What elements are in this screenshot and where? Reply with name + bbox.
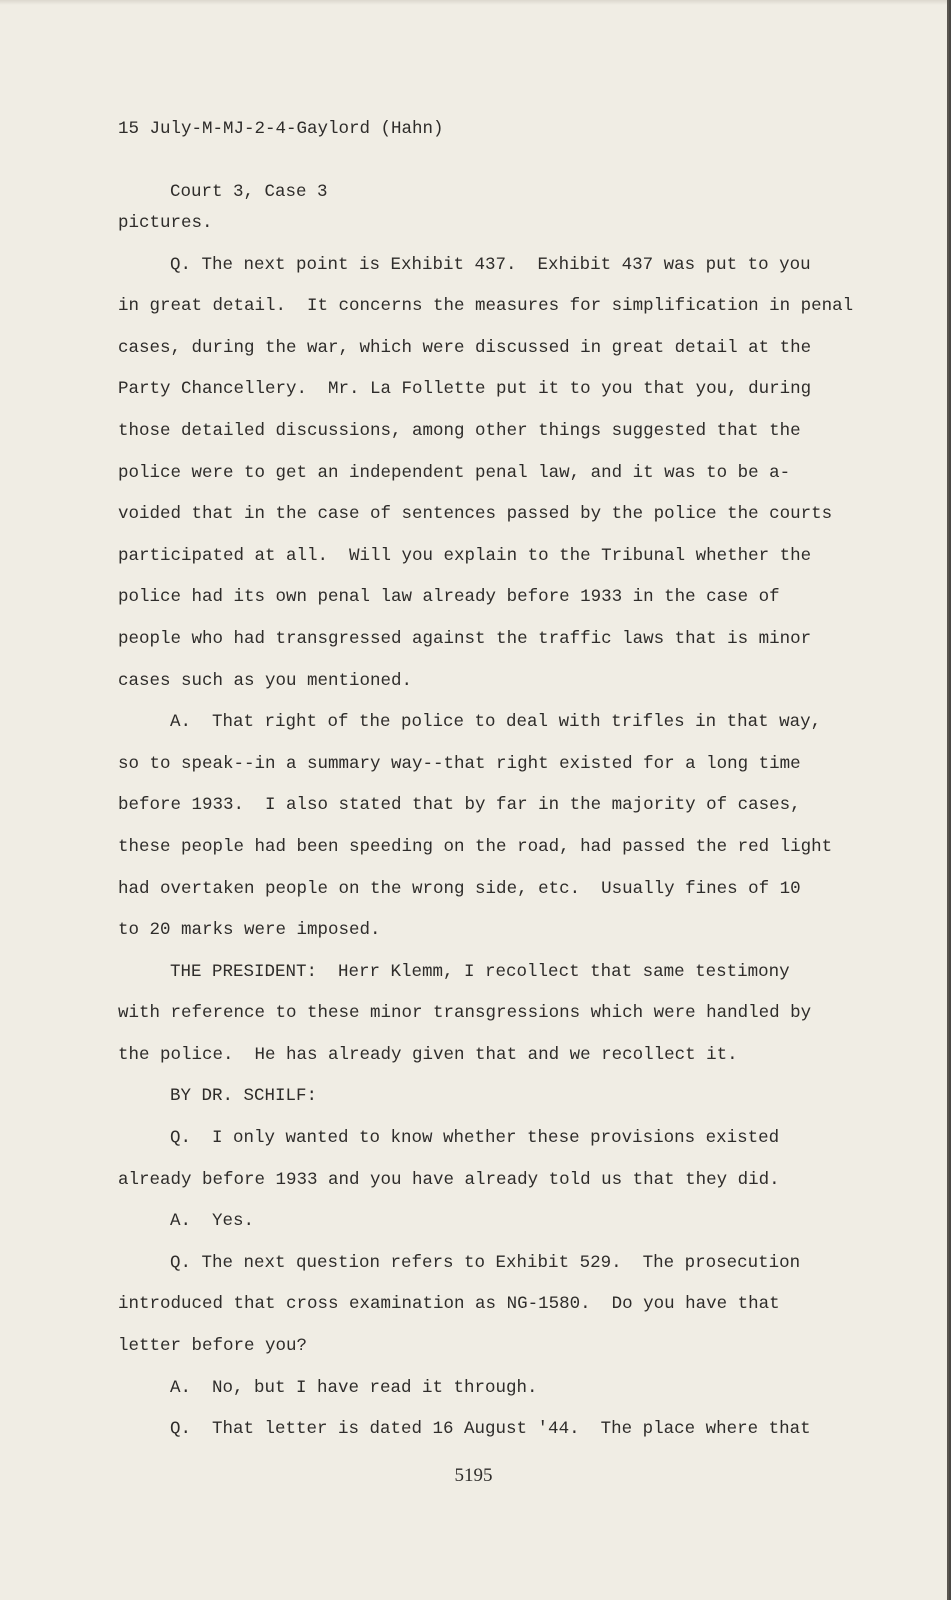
- transcript-body: [118, 203, 854, 1451]
- transcript-line: before 1933. I also stated that by far in the majority of cases,: [118, 795, 801, 816]
- transcript-line: to 20 marks were imposed.: [118, 920, 381, 941]
- transcript-line: A. Yes.: [170, 1211, 255, 1232]
- transcript-line: cases, during the war, which were discussed in great detail at the: [118, 337, 812, 358]
- transcript-line: had overtaken people on the wrong side, etc. Usually fines of 10: [118, 878, 801, 899]
- header-line-session: 15 July-M-MJ-2-4-Gaylord (Hahn): [118, 119, 444, 139]
- page-top-edge: [0, 0, 947, 5]
- transcript-line: these people had been speeding on the road, had passed the red light: [118, 836, 833, 857]
- transcript-line: the police. He has already given that and we recollect it.: [118, 1044, 738, 1065]
- transcript-line: Q. The next point is Exhibit 437. Exhibit 437 was put to you: [170, 254, 811, 275]
- header-line-court: Court 3, Case 3: [170, 182, 328, 202]
- transcript-line: Party Chancellery. Mr. La Follette put it to you that you, during: [118, 379, 812, 400]
- transcript-line: with reference to these minor transgressions which were handled by: [118, 1003, 812, 1024]
- transcript-line: pictures.: [118, 213, 213, 233]
- transcript-line: voided that in the case of sentences passed by the police the courts: [118, 504, 833, 525]
- transcript-line: in great detail. It concerns the measures for simplification in penal: [118, 296, 854, 317]
- transcript-line: Q. I only wanted to know whether these provisions existed: [170, 1128, 780, 1149]
- transcript-line: police were to get an independent penal law, and it was to be a-: [118, 462, 791, 483]
- transcript-line: participated at all. Will you explain to the Tribunal whether the: [118, 545, 812, 566]
- transcript-line: so to speak--in a summary way--that right existed for a long time: [118, 753, 801, 774]
- transcript-line: police had its own penal law already before 1933 in the case of: [118, 587, 780, 608]
- transcript-line: those detailed discussions, among other things suggested that the: [118, 420, 801, 441]
- transcript-line: A. No, but I have read it through.: [170, 1377, 538, 1398]
- transcript-line: introduced that cross examination as NG-1580. Do you have that: [118, 1294, 780, 1315]
- transcript-line: Q. That letter is dated 16 August '44. The place where that: [170, 1419, 811, 1440]
- page-number: 5195: [454, 1465, 493, 1486]
- transcript-line: people who had transgressed against the traffic laws that is minor: [118, 628, 812, 649]
- transcript-line: already before 1933 and you have already told us that they did.: [118, 1169, 780, 1190]
- transcript-line: BY DR. SCHILF:: [170, 1086, 318, 1107]
- transcript-line: letter before you?: [118, 1336, 308, 1357]
- transcript-line: A. That right of the police to deal with trifles in that way,: [170, 712, 822, 733]
- transcript-line: Q. The next question refers to Exhibit 529. The prosecution: [170, 1252, 801, 1273]
- transcript-line: THE PRESIDENT: Herr Klemm, I recollect that same testimony: [170, 961, 790, 982]
- transcript-line: cases such as you mentioned.: [118, 670, 413, 691]
